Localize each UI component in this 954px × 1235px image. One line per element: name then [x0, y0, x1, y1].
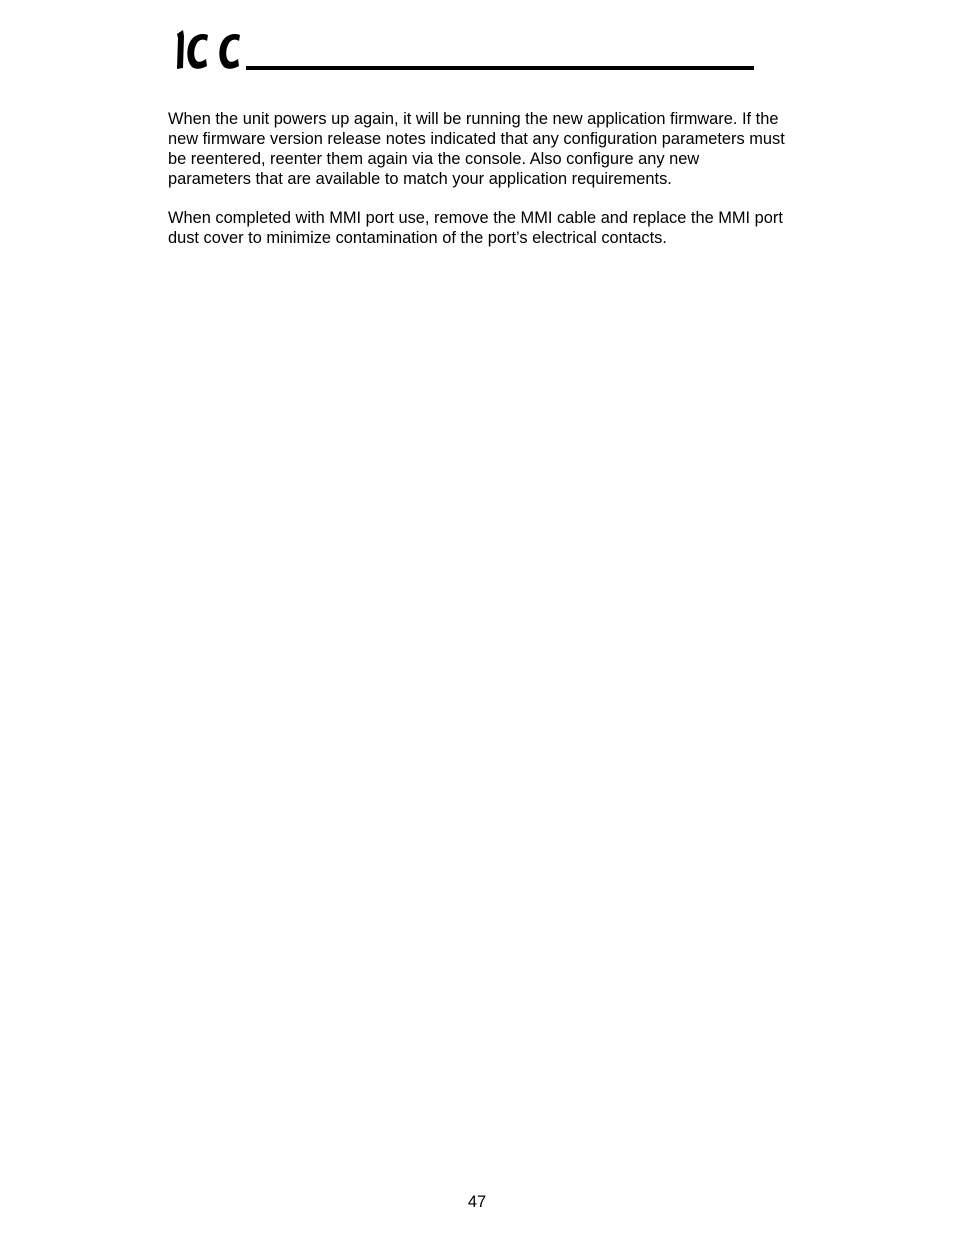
- header-rule: [246, 66, 754, 70]
- page-number: 47: [467, 1193, 487, 1211]
- page-header: [174, 28, 754, 74]
- paragraph-firmware-powerup: When the unit powers up again, it will be running the new application firmware. If the new firmware version release notes indicated that any configuration parameters must be reentered, reenter them again via the console. Also configure any new parameters that are available to match your application requirements.: [168, 110, 785, 188]
- paragraph-mmi-cable: When completed with MMI port use, remove the MMI cable and replace the MMI port dust cover to minimize contamination of the port’s electrical contacts.: [168, 209, 783, 247]
- icc-logo: [174, 28, 242, 72]
- body-text: [168, 109, 828, 267]
